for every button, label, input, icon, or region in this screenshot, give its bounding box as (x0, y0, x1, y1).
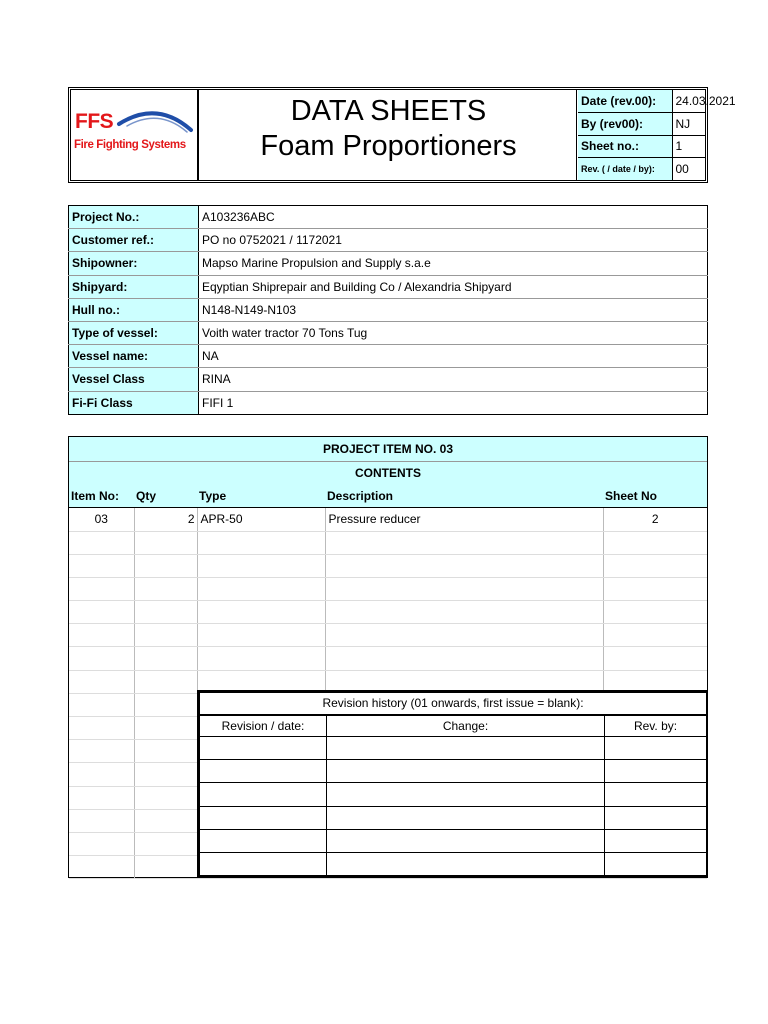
revision-row (200, 806, 707, 829)
logo-brand: FFS (75, 110, 114, 133)
revision-row (200, 852, 707, 875)
column-header-revision-date: Revision / date: (200, 715, 327, 737)
meta-label: Sheet no.: (578, 135, 672, 158)
revision-row (200, 783, 707, 806)
info-label: Fi-Fi Class (69, 391, 199, 414)
meta-value: 24.03.2021 (672, 90, 705, 113)
revision-history-caption: Revision history (01 onwards, first issue = blank): (200, 693, 707, 715)
meta-row-rev (578, 158, 705, 181)
info-row (69, 229, 708, 252)
column-header-change: Change: (327, 715, 605, 737)
info-label: Shipowner: (69, 252, 199, 275)
meta-label: Rev. ( / date / by): (578, 158, 672, 181)
info-label: Hull no.: (69, 298, 199, 321)
table-row (69, 601, 707, 624)
info-value: FIFI 1 (202, 395, 234, 410)
info-label: Shipyard: (69, 275, 199, 298)
info-row (69, 391, 708, 414)
meta-value: 00 (675, 162, 689, 176)
info-row (69, 275, 708, 298)
revision-row (200, 760, 707, 783)
info-value: A103236ABC (199, 206, 708, 229)
logo-swoosh-icon (117, 104, 195, 134)
logo (71, 90, 199, 180)
item-no-cell: 03 (69, 507, 134, 531)
table-row (69, 647, 707, 670)
column-header-sheet-no: Sheet No (603, 485, 707, 507)
info-label: Type of vessel: (69, 321, 199, 344)
table-row (69, 554, 707, 577)
info-row (69, 321, 708, 344)
meta-label: By (rev00): (578, 113, 672, 136)
table-row (69, 507, 707, 531)
sheet-no-cell: 2 (603, 507, 707, 531)
logo-subtitle: Fire Fighting Systems (74, 139, 186, 151)
description-cell: Pressure reducer (325, 507, 603, 531)
info-value: RINA (199, 368, 708, 391)
info-label: Vessel name: (69, 345, 199, 368)
project-info-table (68, 205, 708, 415)
table-row (69, 577, 707, 600)
contents-title: CONTENTS (69, 461, 707, 485)
info-row (69, 206, 708, 229)
column-header-item-no: Item No: (69, 485, 134, 507)
qty-cell: 2 (134, 507, 197, 531)
project-item-title: PROJECT ITEM NO. 03 (69, 437, 707, 461)
info-value: Mapso Marine Propulsion and Supply s.a.e (199, 252, 708, 275)
info-label: Customer ref.: (69, 229, 199, 252)
info-value: Eqyptian Shiprepair and Building Co / Alexandria Shipyard (199, 275, 708, 298)
meta-value: NJ (672, 113, 705, 136)
column-header-type: Type (197, 485, 325, 507)
revision-row (200, 737, 707, 760)
column-header-qty: Qty (134, 485, 197, 507)
info-value: PO no 0752021 / 1172021 (199, 229, 708, 252)
column-header-rev-by: Rev. by: (605, 715, 707, 737)
table-row (69, 624, 707, 647)
info-label: Vessel Class (69, 368, 199, 391)
document-header (68, 87, 736, 183)
info-value: N148-N149-N103 (199, 298, 708, 321)
info-value: Voith water tractor 70 Tons Tug (199, 321, 708, 344)
revision-history-table (199, 692, 707, 876)
info-value: NA (199, 345, 708, 368)
info-label: Project No.: (69, 206, 199, 229)
type-cell: APR-50 (197, 507, 325, 531)
document-meta-table (578, 90, 736, 180)
meta-row-date (578, 90, 705, 113)
meta-row-sheet (578, 135, 705, 158)
info-row (69, 368, 708, 391)
info-row (69, 252, 708, 275)
meta-label: Date (rev.00): (578, 90, 672, 113)
column-header-description: Description (325, 485, 603, 507)
meta-row-by (578, 113, 705, 136)
document-title (201, 90, 577, 180)
title-line-1: DATA SHEETS (290, 95, 487, 127)
revision-row (200, 829, 707, 852)
title-line-2: Foam Proportioners (260, 130, 517, 162)
revision-header-row (200, 715, 707, 737)
table-row (69, 531, 707, 554)
meta-value: 1 (672, 135, 705, 158)
contents-header-row (69, 485, 707, 507)
info-row (69, 345, 708, 368)
revision-history (197, 690, 708, 878)
info-row (69, 298, 708, 321)
